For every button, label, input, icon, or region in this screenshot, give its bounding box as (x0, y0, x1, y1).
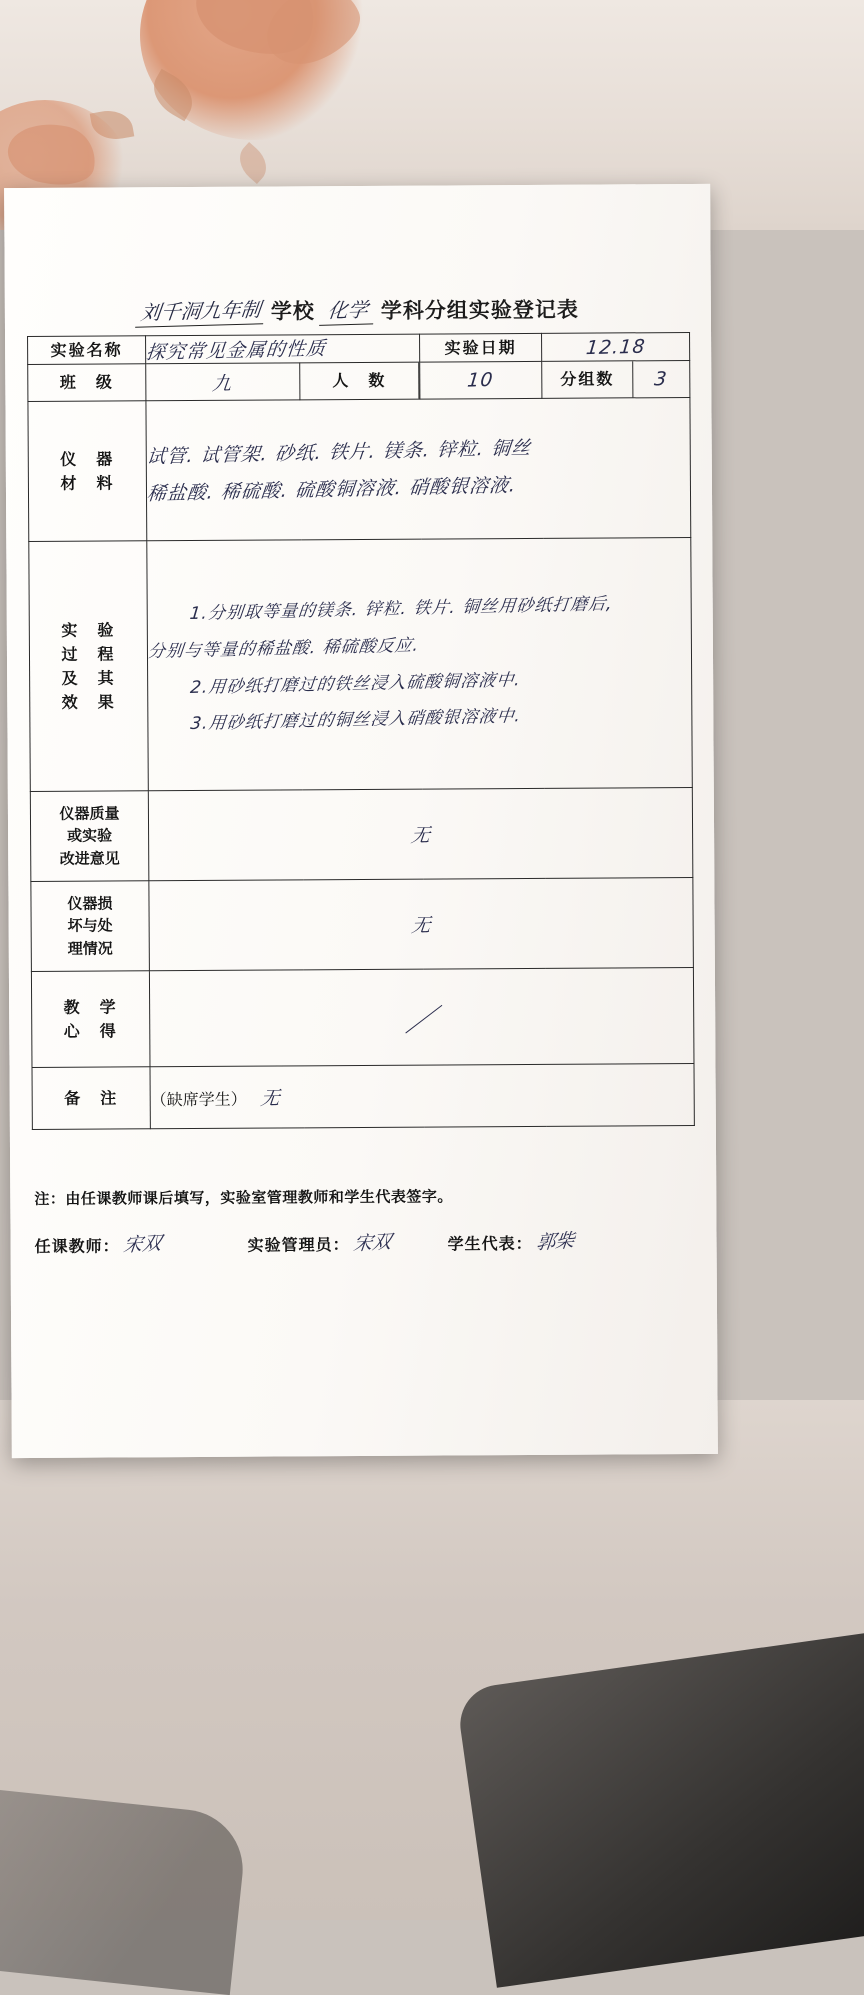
label-people-count: 人 数 (300, 363, 419, 400)
table-row (31, 967, 694, 1067)
value-student-signature: 郭柴 (535, 1226, 576, 1255)
label-class: 班 级 (28, 364, 146, 402)
registration-table (27, 332, 695, 1130)
label-quality-improvement (30, 791, 149, 882)
value-damage-cell (149, 877, 694, 970)
value-group-count-cell (633, 362, 689, 396)
sheet-surface (4, 184, 718, 1458)
label-damage-handling (31, 881, 150, 972)
value-materials-line2: 稀盐酸. 稀硫酸. 硫酸铜溶液. 硝酸银溶液. (145, 463, 691, 512)
value-quality: 无 (409, 820, 432, 848)
label-process-effect (29, 541, 149, 792)
value-process-line4: 3.用砂纸打磨过的铜丝浸入硝酸银溶液中. (147, 694, 693, 743)
title-suffix: 学科分组实验登记表 (381, 294, 579, 325)
table-row (28, 360, 690, 401)
label-quality-line1: 仪器质量 (31, 802, 148, 825)
value-reflection: ／ (404, 995, 439, 1040)
page-title (5, 292, 711, 327)
signature-row (34, 1226, 674, 1257)
value-process-line3: 2.用砂纸打磨过的铁丝浸入硫酸铜溶液中. (146, 658, 692, 707)
label-teacher: 任课教师： (35, 1233, 120, 1257)
value-class-cell (146, 363, 300, 401)
label-lab-manager: 实验管理员： (248, 1232, 350, 1256)
label-experiment-name: 实验名称 (28, 336, 146, 365)
subject-handwritten: 化学 (319, 293, 376, 326)
signature-spacer-1 (162, 1256, 248, 1257)
registration-form-sheet (4, 184, 718, 1458)
signature-manager (248, 1228, 392, 1256)
value-experiment-date: 12.18 (585, 335, 647, 358)
label-instruments-materials (28, 401, 147, 542)
value-experiment-name: 探究常见金属的性质 (145, 334, 328, 365)
leaf-3 (232, 142, 275, 184)
value-remark-hand: 无 (260, 1083, 283, 1111)
value-remark-cell (150, 1063, 694, 1128)
value-quality-cell (148, 787, 693, 880)
value-teacher-signature: 宋双 (122, 1228, 163, 1257)
value-people-count-cell (420, 361, 542, 399)
table-row (30, 787, 693, 881)
value-lab-manager-signature: 宋双 (352, 1227, 393, 1256)
value-damage: 无 (410, 910, 433, 938)
label-teaching-reflection (31, 971, 150, 1068)
table-row (28, 332, 690, 364)
value-process-line1: 1.分别取等量的镁条. 锌粒. 铁片. 铜丝用砂纸打磨后, (146, 585, 692, 634)
value-experiment-name-cell (146, 334, 420, 364)
value-group-count: 3 (654, 368, 669, 390)
label-remark: 备 注 (32, 1067, 150, 1130)
label-damage-line1: 仪器损 (31, 892, 148, 915)
label-instruments-line1: 仪 器 (29, 447, 146, 472)
dark-cloth-left (0, 1785, 249, 1995)
dark-cloth-right (455, 1632, 864, 1988)
people-split-cell (300, 362, 420, 400)
label-process-line3: 及 其 (30, 666, 147, 691)
value-materials-line1: 试管. 试管架. 砂纸. 铁片. 镁条. 锌粒. 铜丝 (145, 427, 691, 476)
value-instruments-materials-cell (146, 397, 691, 540)
value-process-cell (147, 537, 693, 790)
form-note: 注：由任课教师课后填写，实验室管理教师和学生代表签字。 (34, 1185, 453, 1209)
signature-student (448, 1227, 575, 1255)
label-quality-line3: 改进意见 (31, 847, 148, 870)
value-process-line2: 分别与等量的稀盐酸. 稀硫酸反应. (146, 621, 692, 670)
value-remark-print: （缺席学生） (151, 1089, 247, 1109)
table-row (28, 397, 691, 541)
table-row (32, 1063, 694, 1129)
label-instruments-line2: 材 料 (29, 471, 146, 496)
value-class: 九 (211, 368, 234, 396)
label-reflection-line1: 教 学 (32, 995, 149, 1020)
value-experiment-date-cell (542, 332, 690, 361)
signature-teacher (34, 1229, 161, 1257)
label-damage-line3: 理情况 (32, 937, 149, 960)
value-people-count: 10 (467, 369, 495, 392)
value-reflection-cell (149, 967, 694, 1066)
title-word-school: 学校 (271, 295, 315, 325)
label-student-representative: 学生代表： (448, 1231, 533, 1255)
school-name-handwritten: 刘千洞九年制 (135, 293, 266, 328)
table-row (31, 877, 694, 971)
label-quality-line2: 或实验 (31, 825, 148, 848)
label-group-count: 分组数 (542, 361, 633, 398)
label-damage-line2: 坏与处 (32, 915, 149, 938)
table-row (29, 537, 693, 791)
label-process-line4: 效 果 (30, 690, 147, 715)
registration-table-wrapper (27, 332, 694, 1130)
label-process-line2: 过 程 (30, 642, 147, 667)
groups-split-cell (542, 360, 690, 398)
label-experiment-date: 实验日期 (420, 333, 542, 362)
label-reflection-line2: 心 得 (32, 1019, 149, 1044)
label-process-line1: 实 验 (30, 618, 147, 643)
